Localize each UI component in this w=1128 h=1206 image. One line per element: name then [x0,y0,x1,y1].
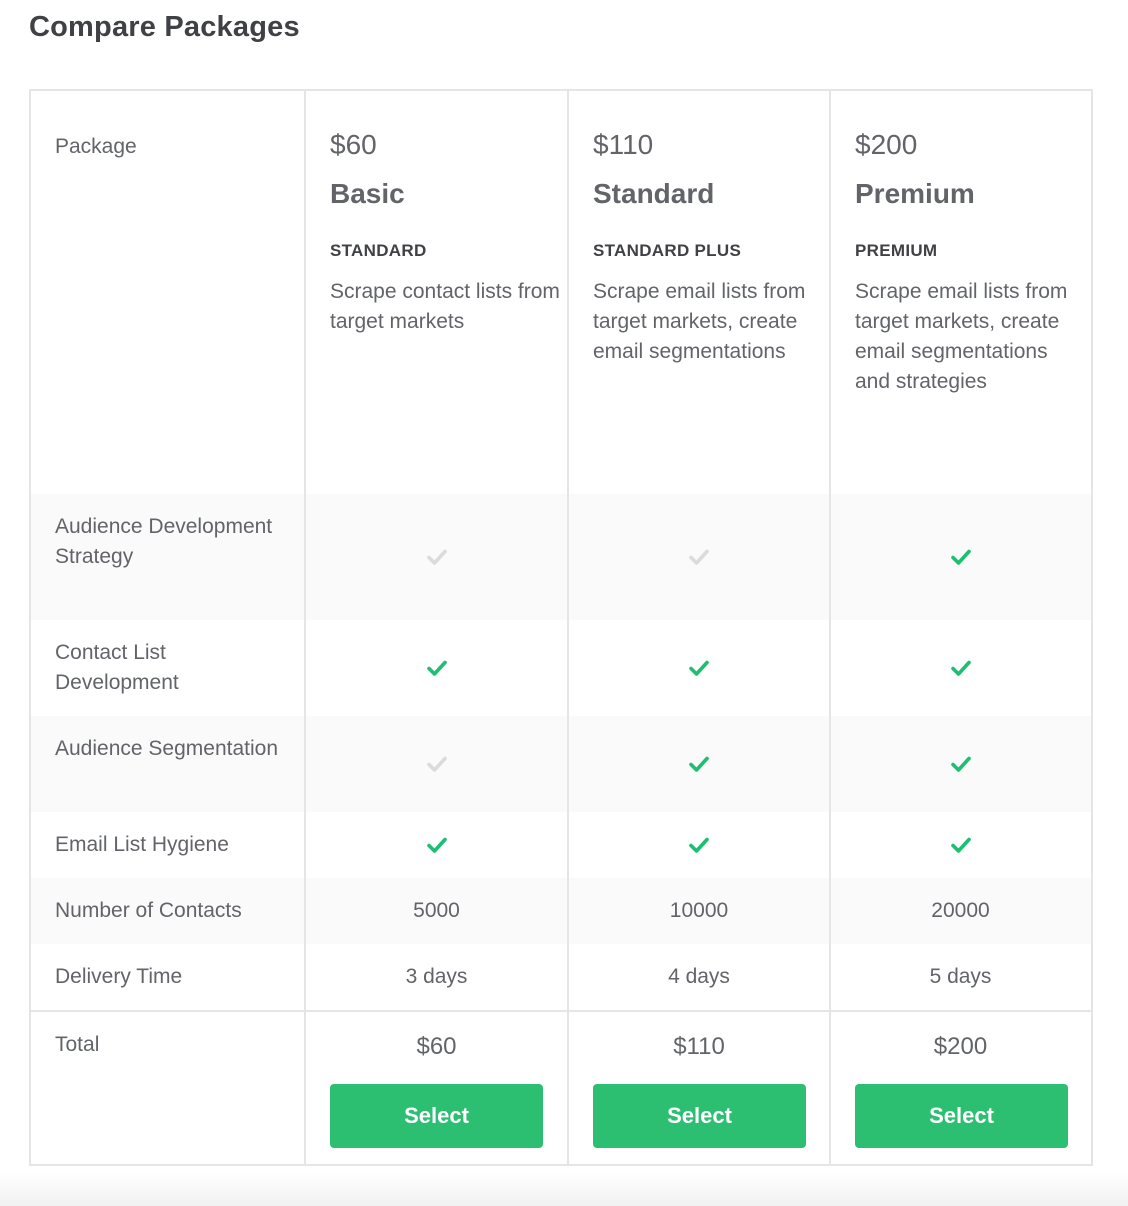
compare-packages-table [29,89,1093,1166]
feature-row [31,620,1091,716]
package-header-row [31,91,1091,494]
contacts-label: Number of Contacts [55,899,242,922]
package-tier: STANDARD PLUS [593,241,742,260]
package-description: Scrape contact lists from target markets [330,280,560,333]
package-column-standard [568,91,830,494]
feature-row [31,494,1091,620]
package-price: $60 [330,129,377,160]
package-header-label: Package [55,135,137,158]
page-footer-shadow [0,1172,1128,1206]
delivery-row [31,944,1091,1010]
check-excluded-icon [689,548,709,566]
package-name: Standard [593,178,715,209]
contacts-row [31,878,1091,944]
total-row [31,1012,1091,1166]
check-included-icon [951,836,971,854]
contacts-value: 5000 [413,899,460,922]
page-title: Compare Packages [29,11,300,43]
total-label: Total [55,1033,100,1056]
feature-row [31,716,1091,812]
check-included-icon [689,659,709,677]
package-description: Scrape email lists from target markets, create email segmentations [593,280,806,363]
package-tier: STANDARD [330,241,427,260]
delivery-value: 3 days [405,965,468,988]
contacts-value: 20000 [931,899,990,922]
delivery-value: 4 days [668,965,730,988]
feature-label: Audience Segmentation [55,737,278,760]
package-column-basic [305,91,568,494]
check-included-icon [689,836,709,854]
delivery-value: 5 days [929,965,992,988]
check-included-icon [951,548,971,566]
package-price: $110 [593,129,654,160]
check-included-icon [689,755,709,773]
select-basic-button[interactable]: Select [330,1084,543,1148]
package-tier: PREMIUM [855,241,938,260]
feature-label: Contact List Development [55,641,179,694]
total-price: $200 [933,1033,988,1060]
contacts-value: 10000 [669,899,729,922]
check-excluded-icon [427,548,447,566]
package-price: $200 [855,129,918,160]
feature-row [31,812,1091,878]
package-column-premium [830,91,1091,494]
check-included-icon [427,836,447,854]
package-name: Premium [855,178,975,209]
feature-label: Email List Hygiene [55,833,229,856]
delivery-label: Delivery Time [55,965,183,988]
package-name: Basic [330,178,405,209]
feature-label: Audience Development Strategy [55,515,273,568]
check-included-icon [951,659,971,677]
check-included-icon [951,755,971,773]
package-description: Scrape email lists from target markets, create email segmentations and strategies [855,280,1068,393]
total-price: $60 [416,1033,457,1060]
select-standard-button[interactable]: Select [593,1084,806,1148]
select-premium-button[interactable]: Select [855,1084,1068,1148]
check-excluded-icon [427,755,447,773]
total-price: $110 [673,1033,725,1060]
check-included-icon [427,659,447,677]
